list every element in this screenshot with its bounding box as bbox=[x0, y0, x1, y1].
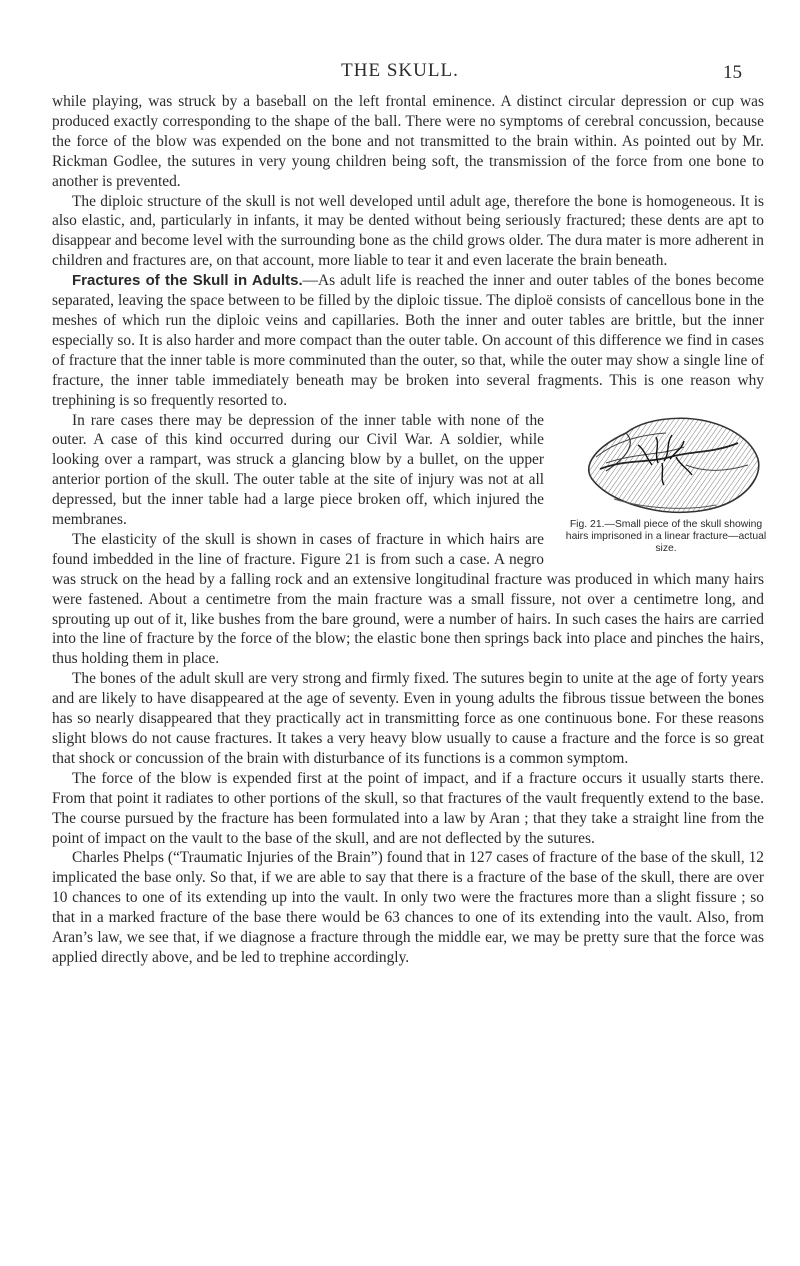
paragraph-1: while playing, was struck by a baseball on the left frontal eminence. A distinct circular depression or cup was produced exactly corresponding to the shape of the ball. There were no symptoms of cerebral concussion, because the force of the blow was expended on the bone and not transmitted to the brain within. As pointed out by Mr. Rickman Godlee, the sutures in very young children being soft, the transmission of the force from one bone to another is prevented. bbox=[52, 93, 764, 190]
running-title: THE SKULL. bbox=[341, 60, 459, 81]
figure-caption: Fig. 21.—Small piece of the skull showing hairs imprisoned in a linear fracture—actual size. bbox=[565, 518, 767, 554]
paragraph-2: The diploic structure of the skull is not well developed until adult age, therefore the bone is homogeneous. It is also elastic, and, particularly in infants, it may be dented without being seriously fractured; these dents are apt to disappear and become level with the surrounding bone as the child grows older. The dura mater is more adherent in children and fractures are, on that account, more liable to tear it and even lacerate the brain beneath. bbox=[52, 192, 764, 270]
section-heading: Fractures of the Skull in Adults. bbox=[72, 272, 303, 290]
paragraph-5: The elasticity of the skull is shown in cases of fracture in which hairs are found imbedded in the line of fracture. Figure 21 is from such a case. A negro was struck on the head by a falling rock and an extensive longitudinal fracture was produced in which many hairs were fastened. About a centimetre from the main fracture was a small fissure, not over a centimetre long, and sprouting up out of it, like bushes from the bare ground, were a number of hairs. In such cases the hairs are carried into the line of fracture by the force of the blow; the elastic bone then springs back into place and pinches the hairs, thus holding them in place. bbox=[52, 530, 764, 668]
paragraph-7: The force of the blow is expended first at the point of impact, and if a fracture occurs it usually starts there. From that point it radiates to other portions of the skull, so that fractures of the vault frequently extend to the base. The course pursued by the fracture has been formulated into a law by Aran ; that they take a straight line from the point of impact on the vault to the base of the skull, and are not deflected by the sutures. bbox=[52, 769, 764, 847]
paragraph-8: Charles Phelps (“Traumatic Injuries of the Brain”) found that in 127 cases of fracture of the base of the skull, 12 implicated the base only. So that, if we are able to say that there is a fracture of the base of the skull, there are over 10 chances to one of its extending up into the vault. In only two were the fractures more than a slight fissure ; so that in a marked fracture of the base there would be 63 chances to one of its extending into the vault. Also, from Aran’s law, we see that, if we diagnose a fracture through the middle ear, we may be pretty sure that the force was applied directly above, and be led to trephine accordingly. bbox=[52, 849, 764, 966]
paragraph-3-text: —As adult life is reached the inner and outer tables of the bones become separated, leaving the space between to be filled by the diploic tissue. The diploë consists of cancellous bone in the meshes of which run the diploic veins and capillaries. Both the inner and outer tables are brittle, but the inner especially so. It is also harder and more compact than the outer table. On account of this difference we find in cases of fracture that the inner table is more comminuted than the outer, so that, while the outer may show a single line of fracture, the inner table immediately beneath may be broken into several fragments. This is one reason why trephining is so frequently resorted to. bbox=[52, 272, 764, 409]
paragraph-3 bbox=[52, 271, 764, 410]
page-number: 15 bbox=[723, 62, 742, 83]
paragraph-6: The bones of the adult skull are very strong and firmly fixed. The sutures begin to unite at the age of forty years and are likely to have disappeared at the age of seventy. Even in young adults the fibrous tissue between the bones has so nearly disappeared that they practically act in transmitting force as one continuous bone. For these reasons slight blows do not cause fractures. It takes a very heavy blow usually to cause a fracture and the force is so great that shock or concussion of the brain with disturbance of its functions is a common symptom. bbox=[52, 670, 764, 767]
skull-fragment-illustration bbox=[566, 413, 766, 517]
body-text bbox=[52, 92, 767, 968]
figure-21 bbox=[558, 413, 774, 555]
running-head bbox=[0, 60, 800, 84]
paragraph-4: In rare cases there may be depression of the inner table with none of the outer. A case of this kind occurred during our Civil War. A soldier, while looking over a rampart, was struck a glancing blow by a bullet, on the upper anterior portion of the skull. The outer table at the site of injury was not at all depressed, but the inner table had a large piece broken off, which injured the membranes. bbox=[52, 411, 544, 529]
